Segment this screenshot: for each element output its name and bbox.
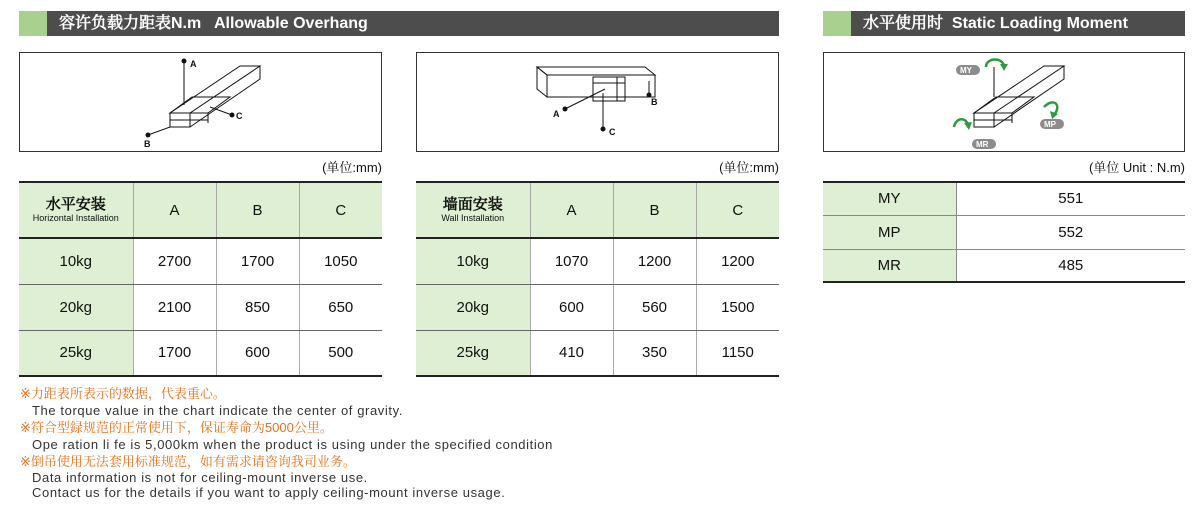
note-zh: ※力距表所表示的数据，代表重心。 xyxy=(20,386,226,401)
header-accent xyxy=(823,11,851,36)
notes-section xyxy=(20,385,553,500)
moment-value-cell: 552 xyxy=(956,215,1185,249)
value-cell: 500 xyxy=(299,330,382,376)
wall-rail-drawing xyxy=(417,53,778,151)
moment-diagram xyxy=(823,52,1185,152)
column-header: A xyxy=(530,182,613,238)
diagram-label-c: C xyxy=(609,127,616,137)
table-title-en: Horizontal Installation xyxy=(32,213,119,223)
static-moment-table xyxy=(823,181,1185,283)
table-title-cn: 墙面安装 xyxy=(442,196,503,213)
horizontal-overhang-table xyxy=(19,181,382,377)
table-row xyxy=(19,284,382,330)
value-cell: 1200 xyxy=(613,238,696,284)
table-row xyxy=(416,330,779,376)
wall-unit-label: (单位:mm) xyxy=(719,160,779,175)
value-cell: 410 xyxy=(530,330,613,376)
moment-label-mr: MR xyxy=(976,140,989,149)
value-cell: 2700 xyxy=(133,238,216,284)
column-header: B xyxy=(216,182,299,238)
moment-section-header xyxy=(823,11,1185,36)
horizontal-unit-label: (单位:mm) xyxy=(322,160,382,175)
value-cell: 600 xyxy=(530,284,613,330)
value-cell: 1070 xyxy=(530,238,613,284)
moment-value-cell: 551 xyxy=(956,182,1185,215)
value-cell: 1700 xyxy=(133,330,216,376)
table-row xyxy=(823,215,1185,249)
table-title-cell xyxy=(416,182,530,238)
column-header: B xyxy=(613,182,696,238)
load-cell: 20kg xyxy=(416,284,530,330)
column-header: C xyxy=(696,182,779,238)
table-row xyxy=(416,284,779,330)
note-en: Data information is not for ceiling-mount inverse use. Contact us for the details if you want to apply ceiling-mount inverse usage. xyxy=(32,470,506,500)
overhang-section-header xyxy=(19,11,779,36)
column-header: A xyxy=(133,182,216,238)
note-en: Ope ration li fe is 5,000km when the product is using under the specified condition xyxy=(32,437,553,452)
diagram-label-b: B xyxy=(651,97,658,107)
header-accent xyxy=(19,11,47,36)
value-cell: 350 xyxy=(613,330,696,376)
value-cell: 1700 xyxy=(216,238,299,284)
table-title-en: Wall Installation xyxy=(441,213,505,223)
moment-header-title: 水平使用时 Static Loading Moment xyxy=(851,11,1185,36)
table-row xyxy=(19,330,382,376)
moment-label-cell: MY xyxy=(823,182,956,215)
diagram-label-c: C xyxy=(236,111,243,121)
load-cell: 10kg xyxy=(416,238,530,284)
wall-installation-diagram xyxy=(416,52,779,152)
table-row xyxy=(19,238,382,284)
moment-value-cell: 485 xyxy=(956,249,1185,282)
table-row xyxy=(823,249,1185,282)
diagram-label-b: B xyxy=(144,139,151,149)
diagram-label-a: A xyxy=(190,59,197,69)
value-cell: 650 xyxy=(299,284,382,330)
moment-unit-label: (单位 Unit : N.m) xyxy=(1088,160,1185,175)
moment-label-mp: MP xyxy=(1044,120,1056,129)
value-cell: 1200 xyxy=(696,238,779,284)
table-header-row xyxy=(19,182,382,238)
moment-label-cell: MP xyxy=(823,215,956,249)
table-row xyxy=(416,238,779,284)
value-cell: 1150 xyxy=(696,330,779,376)
column-header: C xyxy=(299,182,382,238)
diagram-label-a: A xyxy=(553,109,560,119)
value-cell: 850 xyxy=(216,284,299,330)
note-zh: ※符合型録规范的正常使用下，保证寿命为5000公里。 xyxy=(20,420,333,435)
moment-rail-drawing xyxy=(824,53,1184,151)
horizontal-installation-diagram xyxy=(19,52,382,152)
note-zh: ※倒吊使用无法套用标准规范，如有需求请咨询我司业务。 xyxy=(20,454,356,469)
moment-label-cell: MR xyxy=(823,249,956,282)
load-cell: 20kg xyxy=(19,284,133,330)
value-cell: 560 xyxy=(613,284,696,330)
value-cell: 1500 xyxy=(696,284,779,330)
load-cell: 10kg xyxy=(19,238,133,284)
load-cell: 25kg xyxy=(416,330,530,376)
value-cell: 2100 xyxy=(133,284,216,330)
table-header-row xyxy=(416,182,779,238)
value-cell: 1050 xyxy=(299,238,382,284)
horizontal-rail-drawing xyxy=(20,53,381,151)
table-row xyxy=(823,182,1185,215)
overhang-header-title: 容许负载力距表N.m Allowable Overhang xyxy=(47,11,779,36)
load-cell: 25kg xyxy=(19,330,133,376)
wall-overhang-table xyxy=(416,181,779,377)
value-cell: 600 xyxy=(216,330,299,376)
table-title-cn: 水平安装 xyxy=(45,196,106,213)
table-title-cell xyxy=(19,182,133,238)
moment-label-my: MY xyxy=(960,66,972,75)
note-en: The torque value in the chart indicate the center of gravity. xyxy=(32,403,403,418)
